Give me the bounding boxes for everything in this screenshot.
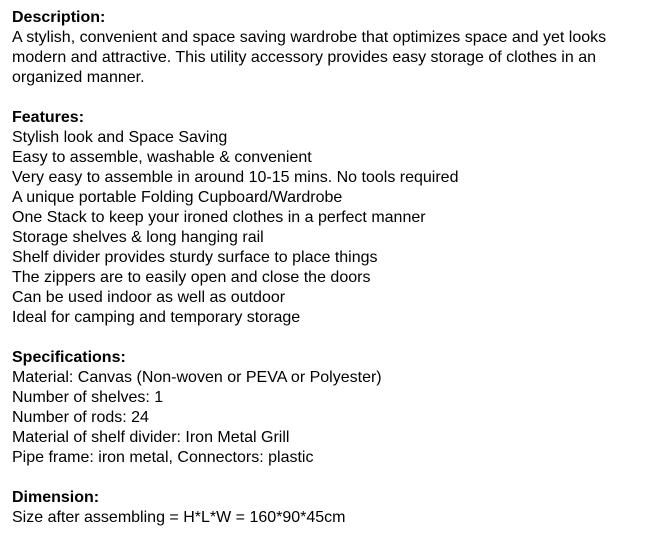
specifications-heading: Specifications:	[12, 349, 126, 366]
feature-item: Can be used indoor as well as outdoor	[12, 289, 286, 306]
specifications-section	[12, 348, 662, 468]
product-document	[12, 8, 662, 528]
feature-item: One Stack to keep your ironed clothes in a perfect manner	[12, 209, 426, 226]
feature-item: Storage shelves & long hanging rail	[12, 229, 264, 246]
feature-item: Stylish look and Space Saving	[12, 129, 228, 146]
feature-item: Easy to assemble, washable & convenient	[12, 149, 312, 166]
description-text: A stylish, convenient and space saving wardrobe that optimizes space and yet looks modern and attractive. This utility accessory provides easy storage of clothes in an organized manner.	[12, 29, 607, 86]
features-section	[12, 108, 662, 328]
feature-item: Very easy to assemble in around 10-15 mins. No tools required	[12, 169, 459, 186]
feature-item: Ideal for camping and temporary storage	[12, 309, 301, 326]
specification-item: Number of shelves: 1	[12, 389, 164, 406]
feature-item: The zippers are to easily open and close the doors	[12, 269, 371, 286]
dimension-heading: Dimension:	[12, 489, 100, 506]
specification-item: Number of rods: 24	[12, 409, 149, 426]
feature-item: Shelf divider provides sturdy surface to place things	[12, 249, 378, 266]
description-heading: Description:	[12, 9, 106, 26]
features-heading: Features:	[12, 109, 85, 126]
specification-item: Material: Canvas (Non-woven or PEVA or Polyester)	[12, 369, 382, 386]
description-section	[12, 8, 662, 88]
specification-item: Pipe frame: iron metal, Connectors: plastic	[12, 449, 314, 466]
specification-item: Material of shelf divider: Iron Metal Grill	[12, 429, 290, 446]
dimension-section	[12, 488, 662, 528]
feature-item: A unique portable Folding Cupboard/Wardrobe	[12, 189, 343, 206]
dimension-item: Size after assembling = H*L*W = 160*90*45cm	[12, 509, 346, 526]
